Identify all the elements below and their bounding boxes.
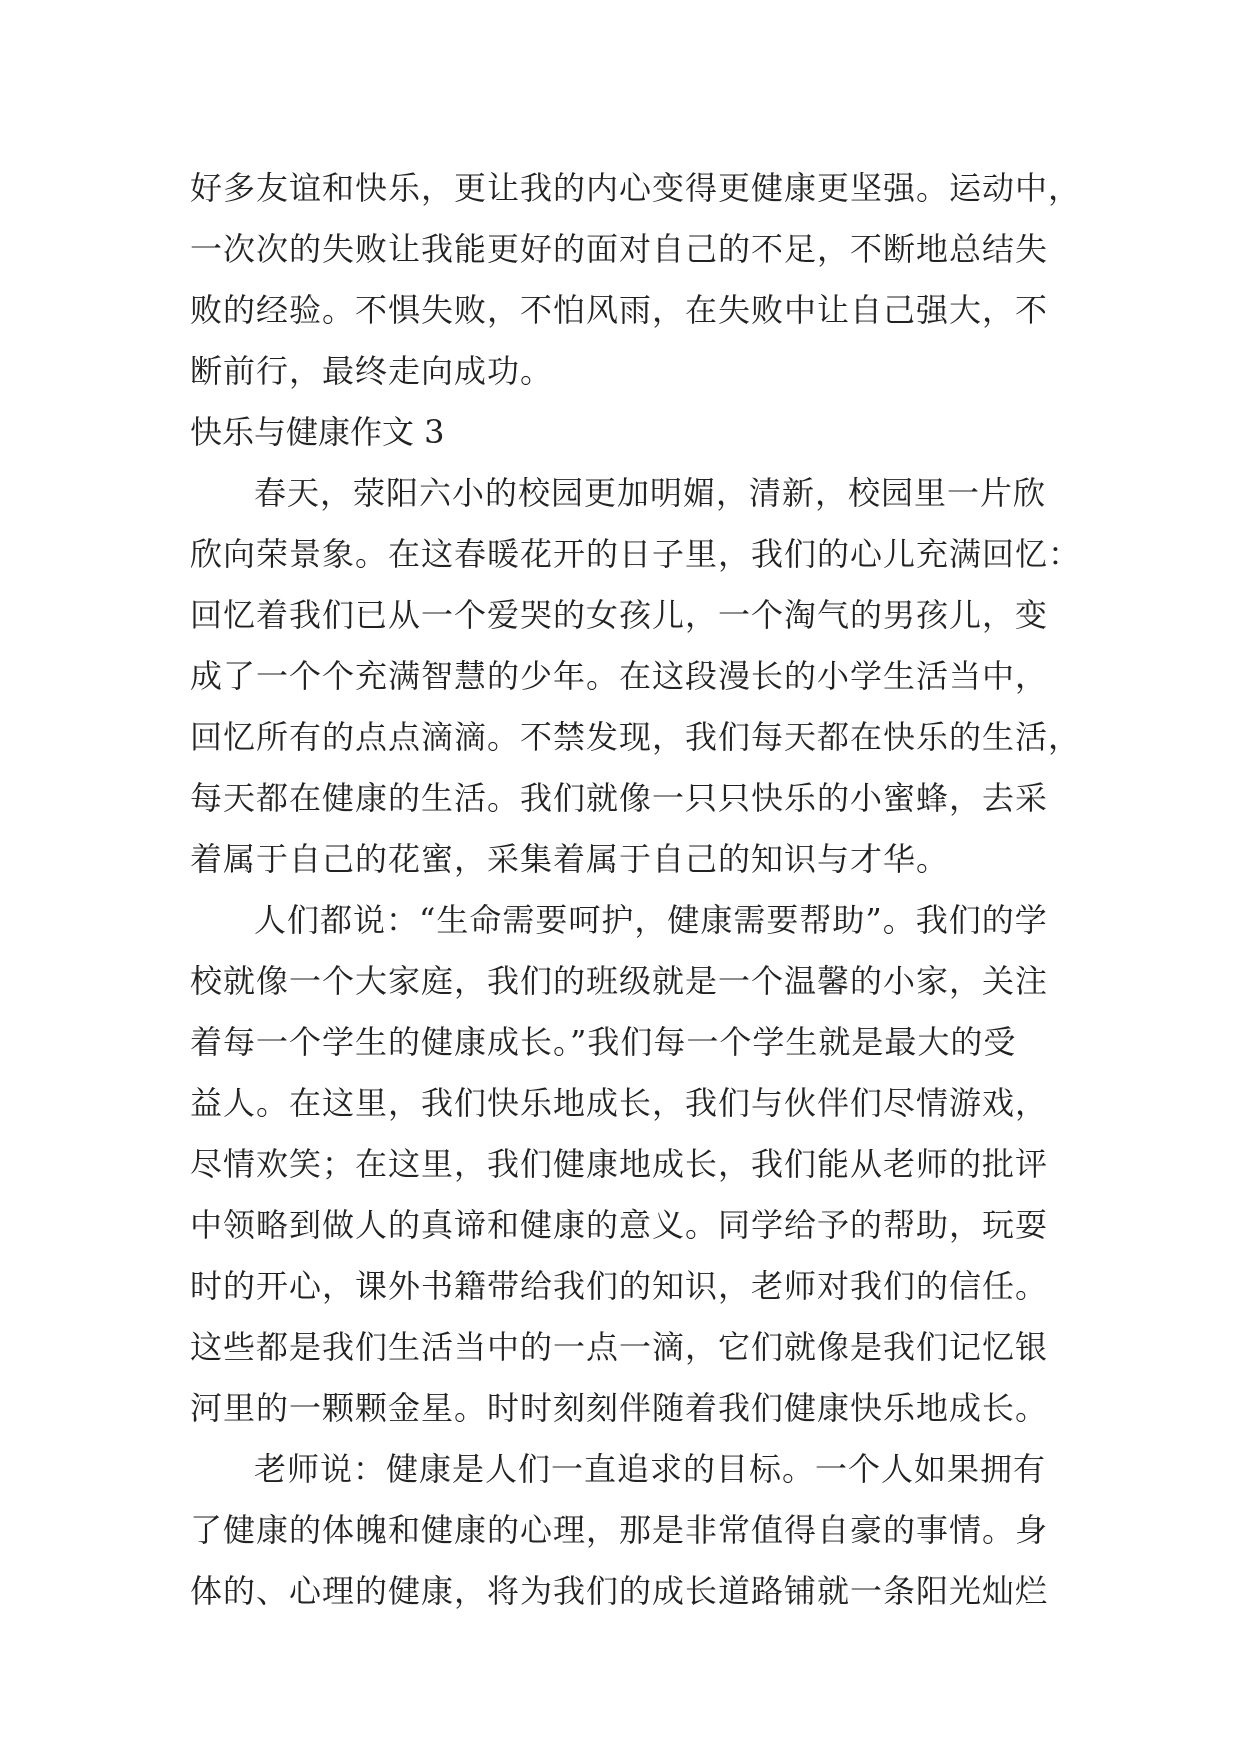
text-line: 了健康的体魄和健康的心理，那是非常值得自豪的事情。身 xyxy=(190,1511,1049,1549)
text-line: 每天都在健康的生活。我们就像一只只快乐的小蜜蜂，去采 xyxy=(190,779,1049,817)
text-line: 这些都是我们生活当中的一点一滴，它们就像是我们记忆银 xyxy=(190,1328,1049,1366)
document-page xyxy=(190,158,1082,1622)
text-line: 成了一个个充满智慧的少年。在这段漫长的小学生活当中， xyxy=(190,657,1049,695)
text-line: 尽情欢笑；在这里，我们健康地成长，我们能从老师的批评 xyxy=(190,1145,1049,1183)
text-line: 体的、心理的健康，将为我们的成长道路铺就一条阳光灿烂 xyxy=(190,1572,1049,1610)
text-line: 回忆着我们已从一个爱哭的女孩儿，一个淘气的男孩儿，变 xyxy=(190,596,1049,634)
text-line: 时的开心，课外书籍带给我们的知识，老师对我们的信任。 xyxy=(190,1267,1049,1305)
text-line: 中领略到做人的真谛和健康的意义。同学给予的帮助，玩耍 xyxy=(190,1206,1049,1244)
paragraph-start-line: 老师说：健康是人们一直追求的目标。一个人如果拥有 xyxy=(254,1450,1047,1488)
text-line: 欣向荣景象。在这春暖花开的日子里，我们的心儿充满回忆： xyxy=(190,535,1082,573)
paragraph-start-line: 春天，荥阳六小的校园更加明媚，清新，校园里一片欣 xyxy=(254,474,1047,512)
text-line: 校就像一个大家庭，我们的班级就是一个温馨的小家，关注 xyxy=(190,962,1049,1000)
paragraph-start-line: 人们都说：“生命需要呵护，健康需要帮助”。我们的学 xyxy=(254,901,1048,939)
text-line: 一次次的失败让我能更好的面对自己的不足，不断地总结失 xyxy=(190,230,1049,268)
text-line: 益人。在这里，我们快乐地成长，我们与伙伴们尽情游戏， xyxy=(190,1084,1049,1122)
section-heading: 快乐与健康作文 3 xyxy=(190,413,445,451)
text-line: 河里的一颗颗金星。时时刻刻伴随着我们健康快乐地成长。 xyxy=(190,1389,1049,1427)
text-line: 断前行，最终走向成功。 xyxy=(190,352,554,390)
text-line: 着每一个学生的健康成长。”我们每一个学生就是最大的受 xyxy=(190,1023,1017,1061)
text-line: 好多友谊和快乐，更让我的内心变得更健康更坚强。运动中， xyxy=(190,169,1082,207)
text-line: 回忆所有的点点滴滴。不禁发现，我们每天都在快乐的生活， xyxy=(190,718,1082,756)
text-line: 着属于自己的花蜜，采集着属于自己的知识与才华。 xyxy=(190,840,950,878)
text-line: 败的经验。不惧失败，不怕风雨，在失败中让自己强大，不 xyxy=(190,291,1049,329)
